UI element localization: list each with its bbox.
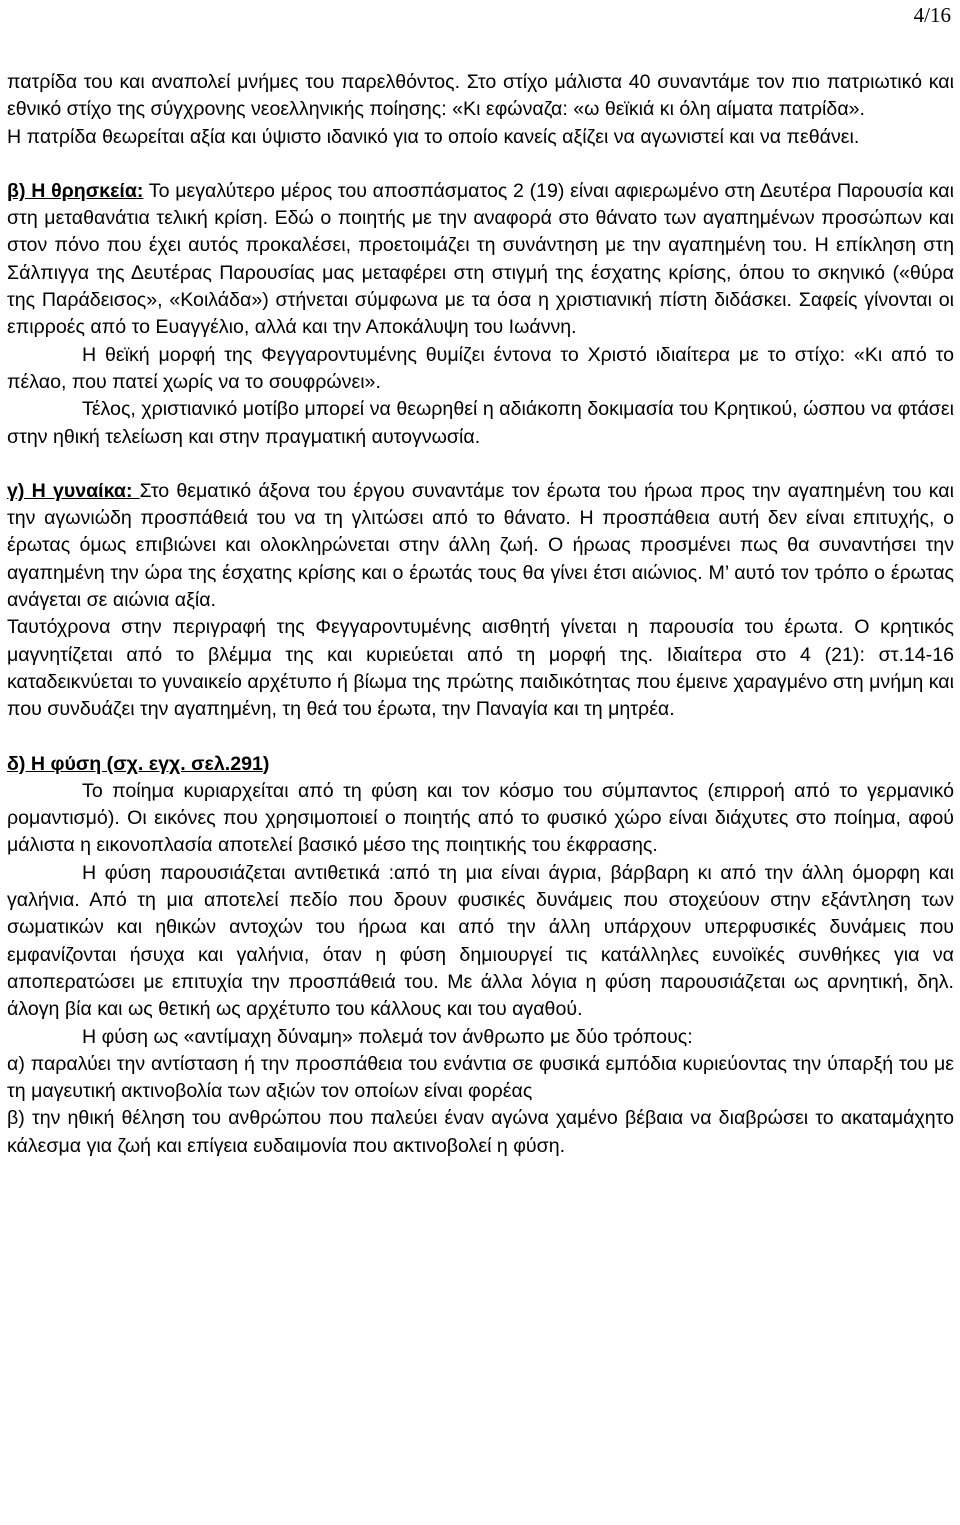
paragraph-gap (7, 151, 954, 178)
paragraph-religion (7, 178, 954, 342)
paragraph-woman (7, 478, 954, 614)
document-body (7, 69, 954, 1160)
nature-heading-close: ) (262, 752, 270, 775)
paragraph-nature-2: Η φύση παρουσιάζεται αντιθετικά :από τη μια είναι άγρια, βάρβαρη κι από την άλλη όμορφη και γαλήνια. Από τη μια αποτελεί πεδίο που δρουν φυσικές δυνάμεις που στοχεύουν στην εξάντληση των σωματικών και ηθικών αντοχών του ήρωα και από την άλλη υπάρχουν υπερφυσικές δυνάμεις που εμφανίζονται ήσυχα και γαλήνια, όταν η φύση δημιουργεί τις κατάλληλες ευνοϊκές συνθήκες για να αποπερατώσει με επιτυχία την προσπάθειά του. Με άλλα λόγια η φύση παρουσιάζεται ως αρνητική, δηλ. άλογη βία και ως θετική ως αρχέτυπο του κάλλους και του αγαθού. (7, 861, 954, 1021)
paragraph-gap (7, 724, 954, 751)
paragraph-nature-3: Η φύση ως «αντίμαχη δύναμη» πολεμά τον άνθρωπο με δύο τρόπους: (82, 1025, 693, 1048)
section-heading-religion: β) Η θρησκεία: (7, 179, 144, 202)
paragraph-gap (7, 451, 954, 478)
paragraph-nature-1: Το ποίημα κυριαρχείται από τη φύση και τον κόσμο του σύμπαντος (επιρροή από το γερμανικό ρομαντισμό). Οι εικόνες που χρησιμοποιεί ο ποιητής από το φυσικό χώρο είναι διάχυτες στο ποίημα, αφού μάλιστα η εικονοπλασία αποτελεί βασικό μέσο της ποιητικής του έκφρασης. (7, 779, 954, 857)
paragraph-religion-3: Τέλος, χριστιανικό μοτίβο μπορεί να θεωρηθεί η αδιάκοπη δοκιμασία του Κρητικού, ώσπου να φτάσει στην ηθική τελείωση και στην πραγματική αυτογνωσία. (7, 398, 954, 448)
paragraph-nature-b: β) την ηθική θέληση του ανθρώπου που παλεύει έναν αγώνα χαμένο βέβαια να διαβρώσει το ακαταμάχητο κάλεσμα για ζωή και επίγεια ευδαιμονία που ακτινοβολεί η φύση. (7, 1107, 954, 1157)
nature-heading-text: δ) Η φύση (σχ. εγχ. σελ. (7, 752, 231, 775)
paragraph-religion-2: Η θεϊκή μορφή της Φεγγαροντυμένης θυμίζει έντονα το Χριστό ιδιαίτερα με το στίχο: «Κι από το πέλαο, που πατεί χωρίς να το σουφρώνει». (7, 343, 954, 393)
page-number: 4/16 (913, 3, 951, 27)
religion-text: Το μεγαλύτερο μέρος του αποσπάσματος 2 (19) είναι αφιερωμένο στη Δευτέρα Παρουσία και στη μεταθανάτια τελική κρίση. Εδώ ο ποιητής με την αναφορά στο θάνατο των αγαπημένων προσώπων και στον πόνο που έχει αυτός προκαλέσει, προετοιμάζει τη συνάντηση με την αγαπημένη του. Η επίκληση στη Σάλπιγγα της Δευτέρας Παρουσίας μας μεταφέρει στη στιγμή της έσχατης κρίσης, όπου το σκηνικό («θύρα της Παράδεισος», «Κοιλάδα») στήνεται σύμφωνα με τα όσα η χριστιανική πίστη διδάσκει. Σαφείς γίνονται οι επιρροές από το Ευαγγέλιο, αλλά και την Αποκάλυψη του Ιωάννη. (7, 179, 954, 339)
paragraph-homeland-1: πατρίδα του και αναπολεί μνήμες του παρελθόντος. Στο στίχο μάλιστα 40 συναντάμε τον πιο πατριωτικό και εθνικό στίχο της σύγχρονης νεοελληνικής ποίησης: «Κι εφώναζα: «ω θεϊκιά κι όλη αίματα πατρίδα». (7, 71, 954, 121)
section-heading-nature (7, 751, 954, 778)
paragraph-homeland-2: Η πατρίδα θεωρείται αξία και ύψιστο ιδανικό για το οποίο κανείς αξίζει να αγωνιστεί και να πεθάνει. (7, 125, 860, 148)
nature-heading-page: 291 (230, 752, 263, 775)
section-heading-woman: γ) Η γυναίκα: (7, 479, 140, 502)
woman-text: Στο θεματικό άξονα του έργου συναντάμε τον έρωτα του ήρωα προς την αγαπημένη του και την αγωνιώδη προσπάθειά του να τη γλιτώσει από το θάνατο. Η προσπάθεια αυτή δεν είναι επιτυχής, ο έρωτας όμως επιβιώνει και ολοκληρώνεται στην άλλη ζωή. Ο ήρωας προσμένει πως θα συναντήσει την αγαπημένη την ώρα της έσχατης κρίσης και ο έρωτάς τους θα γίνει έτσι αιώνιος. Μ’ αυτό τον τρόπο ο έρωτας ανάγεται σε αιώνια αξία. (7, 479, 954, 612)
paragraph-woman-2: Ταυτόχρονα στην περιγραφή της Φεγγαροντυμένης αισθητή γίνεται η παρουσία του έρωτα. Ο κρητικός μαγνητίζεται από το βλέμμα της και κυριεύεται από τη μορφή της. Ιδιαίτερα στο 4 (21): στ.14-16 καταδεικνύεται το γυναικείο αρχέτυπο ή βίωμα της πρώτης παιδικότητας που έμεινε χαραγμένο στη μνήμη και που συνδυάζει την αγαπημένη, τη θεά του έρωτα, την Παναγία και τη μητρέα. (7, 616, 954, 721)
paragraph-nature-a: α) παραλύει την αντίσταση ή την προσπάθεια του ενάντια σε φυσικά εμπόδια κυριεύοντας την ύπαρξή του με τη μαγευτική ακτινοβολία των αξιών τον οποίων είναι φορέας (7, 1052, 954, 1103)
